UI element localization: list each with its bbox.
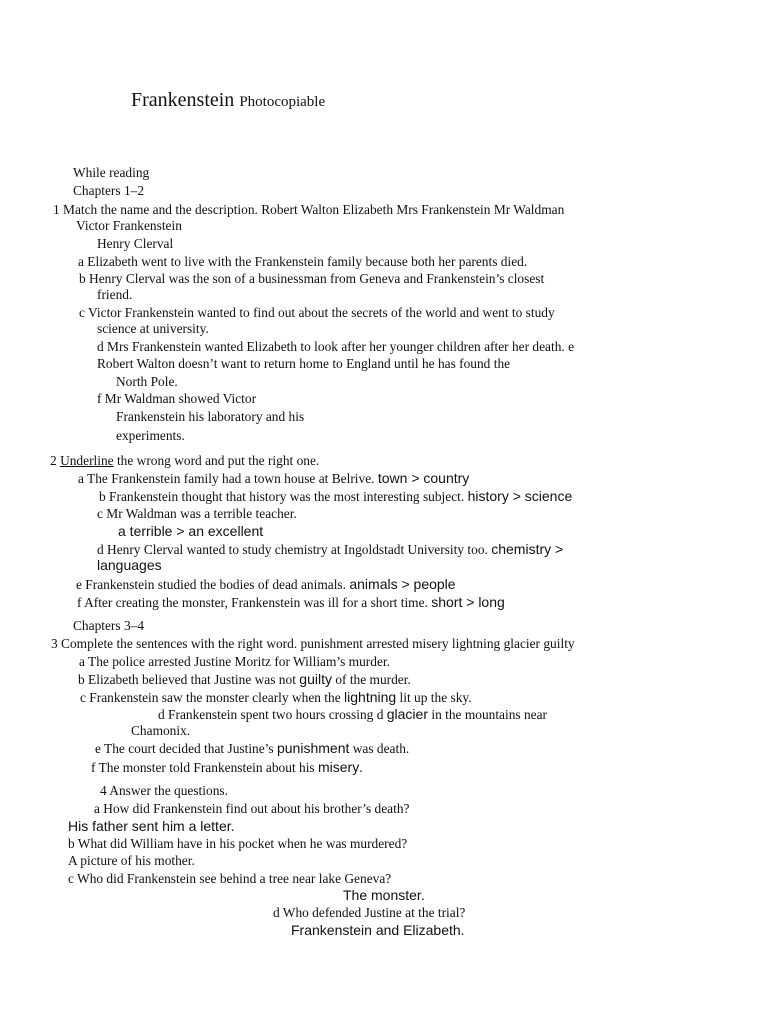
- page-title: [131, 88, 325, 114]
- q1-item-a: a Elizabeth went to live with the Frankenstein family because both her parents died.: [78, 254, 528, 269]
- q2-underline-word: Underline: [60, 453, 114, 468]
- q3-item-f-answer: misery: [318, 759, 360, 775]
- q2-item-d-answer: chemistry >: [491, 541, 564, 557]
- q2-item-a-text: a The Frankenstein family had a town house at Belrive.: [78, 471, 375, 486]
- q3-item-f-text-end: .: [359, 760, 363, 775]
- q3-item-e-answer: punishment: [276, 740, 350, 756]
- q2-item-d: [97, 541, 563, 558]
- q2-item-b-answer: history > science: [467, 488, 573, 504]
- q3-item-b-text: b Elizabeth believed that Justine was not: [78, 672, 296, 687]
- q4-question-a: a How did Frankenstein find out about his brother’s death?: [94, 801, 410, 816]
- q3-item-d-cont: Chamonix.: [131, 723, 191, 738]
- q1-name-henry: Henry Clerval: [97, 236, 174, 251]
- q2-prompt: [50, 453, 319, 469]
- q1-item-d: d Mrs Frankenstein wanted Elizabeth to look after her younger children after her death. e: [97, 339, 575, 354]
- q2-item-e-text: e Frankenstein studied the bodies of dead animals.: [76, 577, 346, 592]
- q1-item-f: f Mr Waldman showed Victor: [97, 391, 257, 406]
- q4-answer-c: The monster.: [343, 887, 425, 903]
- q2-item-e-answer: animals > people: [349, 576, 456, 592]
- q3-item-a: a The police arrested Justine Moritz for William’s murder.: [79, 654, 390, 669]
- q3-item-c: [80, 689, 472, 706]
- q2-number: 2: [50, 453, 57, 468]
- q2-item-a-answer: town > country: [377, 470, 470, 486]
- q2-item-f: [77, 594, 505, 611]
- q2-item-d-answer-cont: languages: [97, 557, 162, 573]
- title-subtitle: Photocopiable: [239, 94, 326, 110]
- q1-item-e: Robert Walton doesn’t want to return home to England until he has found the: [97, 356, 511, 371]
- q2-item-f-answer: short > long: [431, 594, 505, 610]
- q3-item-b-answer: guilty: [299, 671, 332, 687]
- q4-answer-d: Frankenstein and Elizabeth.: [291, 922, 465, 938]
- q3-item-f-text: f The monster told Frankenstein about his: [91, 760, 315, 775]
- q4-question-c: c Who did Frankenstein see behind a tree near lake Geneva?: [68, 871, 392, 886]
- q3-item-d-text-end: in the mountains near: [431, 707, 548, 722]
- q3-prompt: 3 Complete the sentences with the right word. punishment arrested misery lightning glacier guilty: [51, 636, 575, 651]
- q3-item-e-text-end: was death.: [352, 741, 410, 756]
- q1-prompt: 1 Match the name and the description. Robert Walton Elizabeth Mrs Frankenstein Mr Waldman: [53, 202, 565, 217]
- q3-item-c-answer: lightning: [344, 689, 397, 705]
- title-main: Frankenstein: [131, 89, 235, 111]
- q2-item-d-text: d Henry Clerval wanted to study chemistry at Ingoldstadt University too.: [97, 542, 488, 557]
- q3-item-c-text: c Frankenstein saw the monster clearly when the: [80, 690, 341, 705]
- q3-item-d: [158, 706, 547, 723]
- q4-question-b: b What did William have in his pocket when he was murdered?: [68, 836, 408, 851]
- q3-item-f: [91, 759, 363, 776]
- q2-item-b: [99, 488, 572, 505]
- q1-item-e-cont: North Pole.: [116, 374, 178, 389]
- q2-item-a: [78, 470, 469, 487]
- q1-item-b: b Henry Clerval was the son of a businessman from Geneva and Frankenstein’s closest: [79, 271, 545, 286]
- q2-item-c-answer: a terrible > an excellent: [118, 523, 264, 539]
- q3-item-e: [95, 740, 409, 757]
- q3-item-d-answer: glacier: [386, 706, 428, 722]
- q1-item-f-cont: Frankenstein his laboratory and his: [116, 409, 305, 424]
- chapters-heading-2: Chapters 3–4: [73, 618, 145, 633]
- q4-prompt: 4 Answer the questions.: [100, 783, 228, 798]
- q2-prompt-rest: the wrong word and put the right one.: [113, 453, 320, 468]
- q2-item-c-text: c Mr Waldman was a terrible teacher.: [97, 506, 297, 521]
- q2-item-e: [76, 576, 456, 593]
- q1-item-c-cont: science at university.: [97, 321, 209, 336]
- q4-answer-b: A picture of his mother.: [68, 853, 195, 868]
- q1-item-b-cont: friend.: [97, 287, 133, 302]
- while-reading-heading: While reading: [73, 165, 150, 180]
- q1-prompt-continued: Victor Frankenstein: [76, 218, 182, 233]
- q4-answer-a: His father sent him a letter.: [68, 818, 235, 834]
- q2-item-f-text: f After creating the monster, Frankenstein was ill for a short time.: [77, 595, 428, 610]
- chapters-heading-1: Chapters 1–2: [73, 183, 145, 198]
- q3-item-b-text-end: of the murder.: [335, 672, 411, 687]
- q3-item-b: [78, 671, 411, 688]
- q3-item-e-text: e The court decided that Justine’s: [95, 741, 274, 756]
- q3-item-c-text-end: lit up the sky.: [399, 690, 472, 705]
- q3-item-d-text: d Frankenstein spent two hours crossing d: [158, 707, 384, 722]
- q2-item-b-text: b Frankenstein thought that history was the most interesting subject.: [99, 489, 465, 504]
- q1-item-f-cont2: experiments.: [116, 428, 185, 443]
- q1-item-c: c Victor Frankenstein wanted to find out about the secrets of the world and went to study: [79, 305, 555, 320]
- q4-question-d: d Who defended Justine at the trial?: [273, 905, 466, 920]
